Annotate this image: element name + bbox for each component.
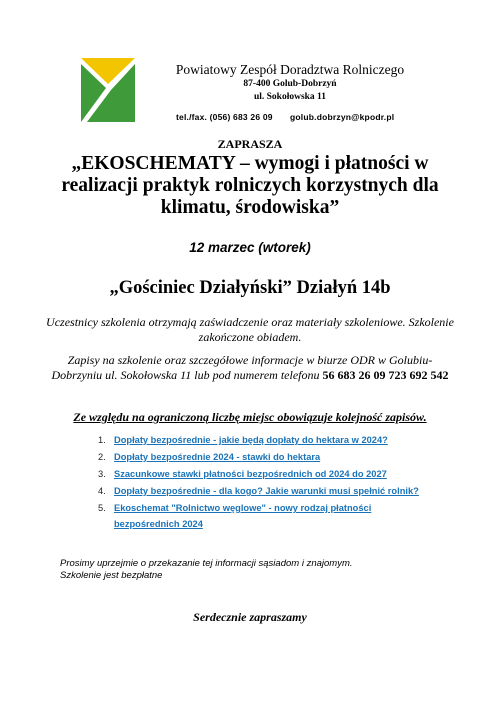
article-link[interactable]: Dopłaty bezpośrednie 2024 - stawki do hektara xyxy=(114,452,321,462)
article-link[interactable]: Szacunkowe stawki płatności bezpośrednich od 2024 do 2027 xyxy=(114,469,387,479)
participant-info: Uczestnicy szkolenia otrzymają zaświadczenie oraz materiały szkoleniowe. Szkolenie zakończone obiadem. xyxy=(46,315,454,344)
list-number: 5. xyxy=(98,503,106,513)
org-name: Powiatowy Zespół Doradztwa Rolniczego xyxy=(175,62,405,77)
pzdr-logo xyxy=(81,58,135,122)
org-phone: tel./fax. (056) 683 26 09 xyxy=(176,112,273,122)
article-link[interactable]: Dopłaty bezpośrednie - jakie będą dopłaty do hektara w 2024? xyxy=(114,435,388,445)
list-item xyxy=(98,467,438,483)
org-header xyxy=(140,62,440,104)
list-number: 1. xyxy=(98,435,106,445)
org-street: ul. Sokołowska 11 xyxy=(253,92,327,102)
event-venue: „Gościniec Działyński” Działyń 14b xyxy=(109,278,391,298)
article-link[interactable]: Dopłaty bezpośrednie - dla kogo? Jakie warunki musi spełnić rolnik? xyxy=(114,486,419,496)
event-date: 12 marzec (wtorek) xyxy=(189,240,311,255)
event-title: „EKOSCHEMATY – wymogi i płatności w realizacji praktyk rolniczych korzystnych dla klimatu, środowiska” xyxy=(61,153,439,218)
free-training-note: Szkolenie jest bezpłatne xyxy=(60,570,163,581)
article-link[interactable]: Ekoschemat "Rolnictwo węglowe" - nowy rodzaj płatności bezpośrednich 2024 xyxy=(114,503,372,529)
list-number: 4. xyxy=(98,486,106,496)
closing-note xyxy=(60,558,353,582)
article-links-list xyxy=(98,433,438,534)
regards: Serdecznie zapraszamy xyxy=(193,610,307,624)
invite-heading: ZAPRASZA xyxy=(217,137,283,151)
list-item xyxy=(98,433,438,449)
limited-seats-notice: Ze względu na ograniczoną liczbę miejsc obowiązuje kolejność zapisów. xyxy=(73,410,427,424)
list-number: 2. xyxy=(98,452,106,462)
org-email[interactable]: golub.dobrzyn@kpodr.pl xyxy=(290,112,395,122)
list-item xyxy=(98,501,438,532)
closing-request: Prosimy uprzejmie o przekazanie tej informacji sąsiadom i znajomym. xyxy=(60,558,353,569)
registration-info xyxy=(45,353,455,383)
registration-phone: 56 683 26 09 723 692 542 xyxy=(322,368,449,382)
list-item xyxy=(98,450,438,466)
org-postal: 87-400 Golub-Dobrzyń xyxy=(243,79,337,89)
registration-text: Zapisy na szkolenie oraz szczegółowe informacje w biurze ODR w Golubiu-Dobrzyniu ul. Sokołowska 11 lub pod numerem telefonu xyxy=(51,353,433,382)
list-item xyxy=(98,484,438,500)
list-number: 3. xyxy=(98,469,106,479)
